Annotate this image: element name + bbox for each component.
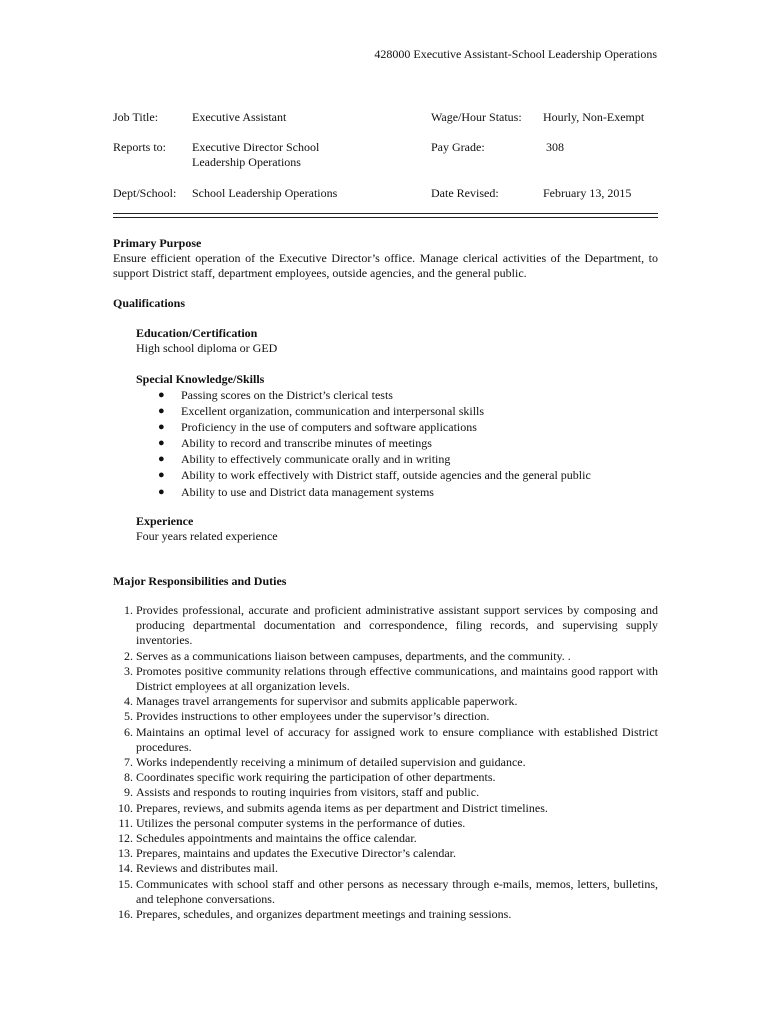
education-text: High school diploma or GED [136, 341, 278, 355]
list-item: 9. Assists and responds to routing inquiries from visitors, staff and public. [124, 785, 480, 800]
list-item: ● Ability to use and District data management systems [158, 484, 434, 499]
bullet-icon: ● [158, 453, 165, 466]
list-item: 14. Reviews and distributes mail. [118, 861, 278, 876]
education-heading: Education/Certification [136, 326, 258, 340]
bullet-icon: ● [158, 405, 165, 418]
reports-to-value-line1: Executive Director School [192, 140, 320, 154]
divider-line-bottom [113, 217, 658, 218]
list-item: 6. Maintains an optimal level of accuracy for assigned work to ensure compliance with established District procedures. [124, 724, 658, 754]
list-item: 2. Serves as a communications liaison between campuses, departments, and the community. . [124, 648, 571, 663]
duties-heading: Major Responsibilities and Duties [113, 574, 287, 588]
reports-to-value-line2: Leadership Operations [192, 155, 301, 169]
wage-status-value: Hourly, Non-Exempt [543, 110, 645, 124]
list-item: 4. Manages travel arrangements for supervisor and submits applicable paperwork. [124, 694, 518, 709]
bullet-icon: ● [158, 421, 165, 434]
pay-grade-label: Pay Grade: [431, 140, 485, 154]
list-item: ● Ability to effectively communicate orally and in writing [158, 452, 451, 467]
bullet-icon: ● [158, 389, 165, 401]
dept-label: Dept/School: [113, 186, 177, 200]
skills-list [136, 387, 591, 500]
list-item: 5. Provides instructions to other employees under the supervisor’s direction. [124, 709, 490, 724]
skills-heading: Special Knowledge/Skills [136, 372, 265, 386]
bullet-icon: ● [158, 437, 165, 450]
primary-purpose-heading: Primary Purpose [113, 236, 202, 250]
wage-status-label: Wage/Hour Status: [431, 110, 522, 124]
list-item: 15. Communicates with school staff and other persons as necessary through e-mails, memos, letters, bulletins, and telephone conversations. [118, 876, 658, 906]
dept-value: School Leadership Operations [192, 186, 338, 200]
list-item: ● Proficiency in the use of computers and software applications [158, 420, 477, 435]
list-item: 13. Prepares, maintains and updates the Executive Director’s calendar. [118, 846, 456, 861]
list-item: 1. Provides professional, accurate and proficient administrative assistant support services by composing and producing departmental documentation and correspondence, filing records, and supervising supply inventories. [124, 603, 658, 648]
job-title-label: Job Title: [113, 110, 159, 124]
list-item: 11. Utilizes the personal computer systems in the performance of duties. [118, 815, 466, 830]
list-item: ● Ability to work effectively with District staff, outside agencies and the general public [158, 468, 591, 483]
experience-text: Four years related experience [136, 529, 278, 543]
list-item: 8. Coordinates specific work requiring the participation of other departments. [124, 770, 496, 785]
job-title-value: Executive Assistant [192, 110, 287, 124]
list-item: 10. Prepares, reviews, and submits agenda items as per department and District timelines. [118, 800, 548, 815]
qualifications-heading: Qualifications [113, 296, 186, 310]
reports-to-label: Reports to: [113, 140, 166, 154]
divider-line-top [113, 213, 658, 214]
list-item: 12. Schedules appointments and maintains the office calendar. [118, 831, 417, 846]
document-header: 428000 Executive Assistant-School Leadership Operations [374, 47, 657, 61]
duties-list [113, 603, 658, 922]
date-revised-value: February 13, 2015 [543, 186, 632, 200]
list-item: ● Excellent organization, communication and interpersonal skills [158, 404, 485, 419]
list-item: ● Ability to record and transcribe minutes of meetings [158, 436, 432, 451]
list-item: 7. Works independently receiving a minimum of detailed supervision and guidance. [124, 755, 526, 770]
list-item: 16. Prepares, schedules, and organizes department meetings and training sessions. [118, 907, 512, 922]
primary-purpose-text: Ensure efficient operation of the Executive Director’s office. Manage clerical activities of the Department, to support District staff, department employees, outside agencies, and the general public. [113, 251, 658, 281]
list-item: ● Passing scores on the District’s clerical tests [158, 388, 393, 402]
bullet-icon: ● [158, 485, 165, 498]
bullet-icon: ● [158, 469, 165, 482]
pay-grade-value: 308 [546, 140, 564, 154]
list-item: 3. Promotes positive community relations through effective communications, and maintains good rapport with District employees at all organization levels. [124, 663, 658, 694]
date-revised-label: Date Revised: [431, 186, 499, 200]
experience-heading: Experience [136, 514, 194, 528]
